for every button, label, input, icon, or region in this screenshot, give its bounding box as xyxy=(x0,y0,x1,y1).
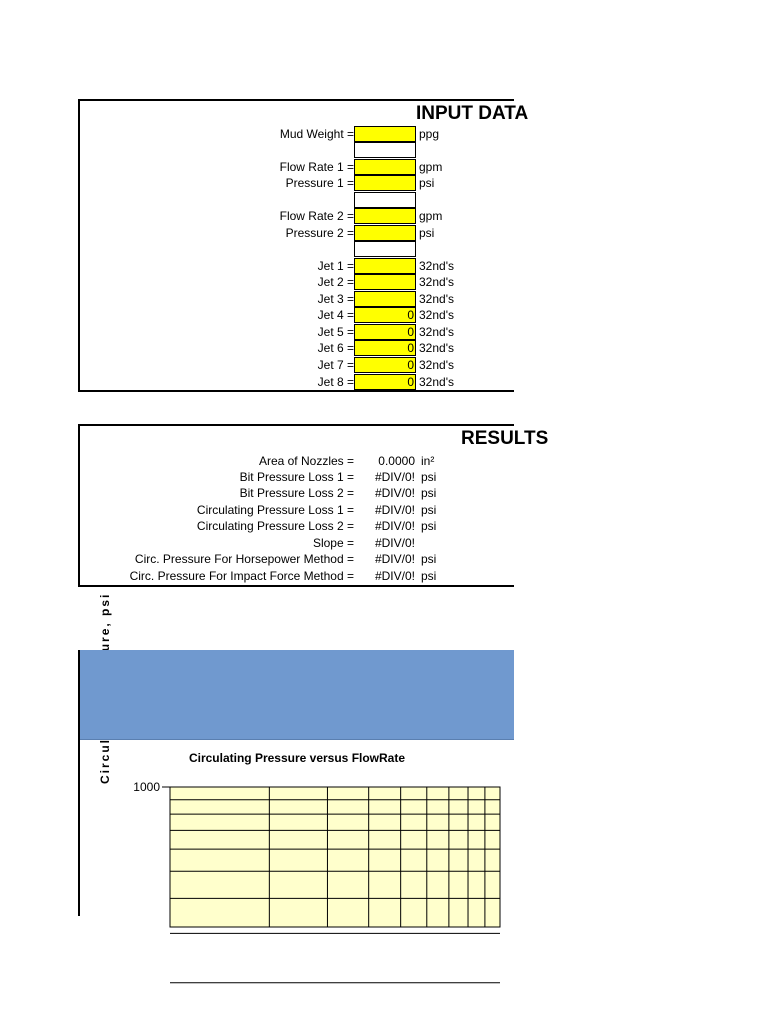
jet-1-input[interactable] xyxy=(354,258,416,274)
flow-rate-1-input[interactable] xyxy=(354,159,416,175)
results-section xyxy=(78,424,549,587)
results-row-circulating-pressure-loss-2 xyxy=(80,518,437,534)
chart-plot-svg xyxy=(80,650,514,916)
jet-5-input[interactable]: 0 xyxy=(354,324,416,340)
results-row-circ-pressure-impact-force xyxy=(80,568,437,584)
input-unit: 32nd's xyxy=(419,341,454,355)
blank-cell xyxy=(354,241,416,257)
input-unit: gpm xyxy=(419,160,443,174)
input-label: Jet 8 = xyxy=(317,375,354,389)
results-label: Area of Nozzles = xyxy=(258,454,354,468)
results-unit: psi xyxy=(421,486,437,500)
results-value: #DIV/0! xyxy=(374,536,415,550)
input-row-flow-rate-1 xyxy=(80,159,443,175)
results-label: Circulating Pressure Loss 2 = xyxy=(196,519,354,533)
input-label: Pressure 2 = xyxy=(285,226,354,240)
input-row-jet-5 xyxy=(80,324,454,340)
results-label: Bit Pressure Loss 2 = xyxy=(239,486,354,500)
input-row-jet-1 xyxy=(80,258,454,274)
results-value: #DIV/0! xyxy=(374,486,415,500)
chart-title: Circulating Pressure versus FlowRate xyxy=(188,751,406,765)
jet-7-input[interactable]: 0 xyxy=(354,357,416,373)
results-value: #DIV/0! xyxy=(374,470,415,484)
input-row-jet-8 xyxy=(80,374,454,390)
y-tick-label: 1000 xyxy=(133,780,160,794)
jet-2-input[interactable] xyxy=(354,274,416,290)
results-label: Circulating Pressure Loss 1 = xyxy=(196,503,354,517)
input-label: Jet 7 = xyxy=(317,358,354,372)
results-label: Circ. Pressure For Impact Force Method = xyxy=(129,569,354,583)
results-row-bit-pressure-loss-1 xyxy=(80,469,437,485)
results-row-circ-pressure-horsepower xyxy=(80,551,437,567)
input-row-flow-rate-2 xyxy=(80,208,443,224)
input-label: Jet 5 = xyxy=(317,325,354,339)
results-value: #DIV/0! xyxy=(374,569,415,583)
input-label: Mud Weight = xyxy=(279,127,354,141)
results-row-circulating-pressure-loss-1 xyxy=(80,502,437,518)
results-label: Bit Pressure Loss 1 = xyxy=(239,470,354,484)
input-row-pressure-1 xyxy=(80,175,434,191)
input-unit: 32nd's xyxy=(419,259,454,273)
flow-rate-2-input[interactable] xyxy=(354,208,416,224)
input-unit: gpm xyxy=(419,209,443,223)
results-unit: in² xyxy=(421,454,435,468)
results-label: Circ. Pressure For Horsepower Method = xyxy=(134,552,354,566)
input-unit: psi xyxy=(419,226,435,240)
blank-cell xyxy=(354,192,416,208)
input-label: Jet 2 = xyxy=(317,275,354,289)
results-row-area-of-nozzles xyxy=(80,453,434,469)
input-unit: 32nd's xyxy=(419,358,454,372)
input-row-jet-4 xyxy=(80,307,454,323)
input-label: Flow Rate 2 = xyxy=(279,209,354,223)
input-label: Jet 3 = xyxy=(317,292,354,306)
results-unit: psi xyxy=(421,519,437,533)
input-row-mud-weight xyxy=(80,126,440,142)
results-unit: psi xyxy=(421,552,437,566)
input-row-jet-2 xyxy=(80,274,454,290)
results-unit: psi xyxy=(421,470,437,484)
input-unit: 32nd's xyxy=(419,308,454,322)
results-row-slope xyxy=(80,535,434,551)
results-value: #DIV/0! xyxy=(374,503,415,517)
input-row-pressure-2 xyxy=(80,225,434,241)
pressure-1-input[interactable] xyxy=(354,175,416,191)
results-unit: psi xyxy=(421,503,437,517)
plot-background xyxy=(170,787,500,927)
chart-area xyxy=(78,650,514,916)
jet-3-input[interactable] xyxy=(354,291,416,307)
mud-weight-input[interactable] xyxy=(354,126,416,142)
input-row-jet-3 xyxy=(80,291,454,307)
pressure-2-input[interactable] xyxy=(354,225,416,241)
results-unit: psi xyxy=(421,569,437,583)
input-data-section xyxy=(78,99,529,392)
input-label: Flow Rate 1 = xyxy=(279,160,354,174)
jet-8-input[interactable]: 0 xyxy=(354,374,416,390)
input-unit: 32nd's xyxy=(419,375,454,389)
input-label: Jet 4 = xyxy=(317,308,354,322)
input-unit: 32nd's xyxy=(419,275,454,289)
input-data-title: INPUT DATA xyxy=(416,103,529,124)
results-value: 0.0000 xyxy=(378,454,415,468)
input-label: Jet 1 = xyxy=(317,259,354,273)
input-unit: 32nd's xyxy=(419,325,454,339)
input-row-jet-6 xyxy=(80,340,454,356)
input-unit: ppg xyxy=(419,127,440,141)
results-title: RESULTS xyxy=(461,428,549,449)
input-row-jet-7 xyxy=(80,357,454,373)
blank-cell xyxy=(354,142,416,158)
results-value: #DIV/0! xyxy=(374,519,415,533)
input-unit: psi xyxy=(419,176,435,190)
input-label: Pressure 1 = xyxy=(285,176,354,190)
jet-4-input[interactable]: 0 xyxy=(354,307,416,323)
jet-6-input[interactable]: 0 xyxy=(354,340,416,356)
results-value: #DIV/0! xyxy=(374,552,415,566)
input-unit: 32nd's xyxy=(419,292,454,306)
input-label: Jet 6 = xyxy=(317,341,354,355)
results-label: Slope = xyxy=(312,536,354,550)
results-row-bit-pressure-loss-2 xyxy=(80,485,437,501)
